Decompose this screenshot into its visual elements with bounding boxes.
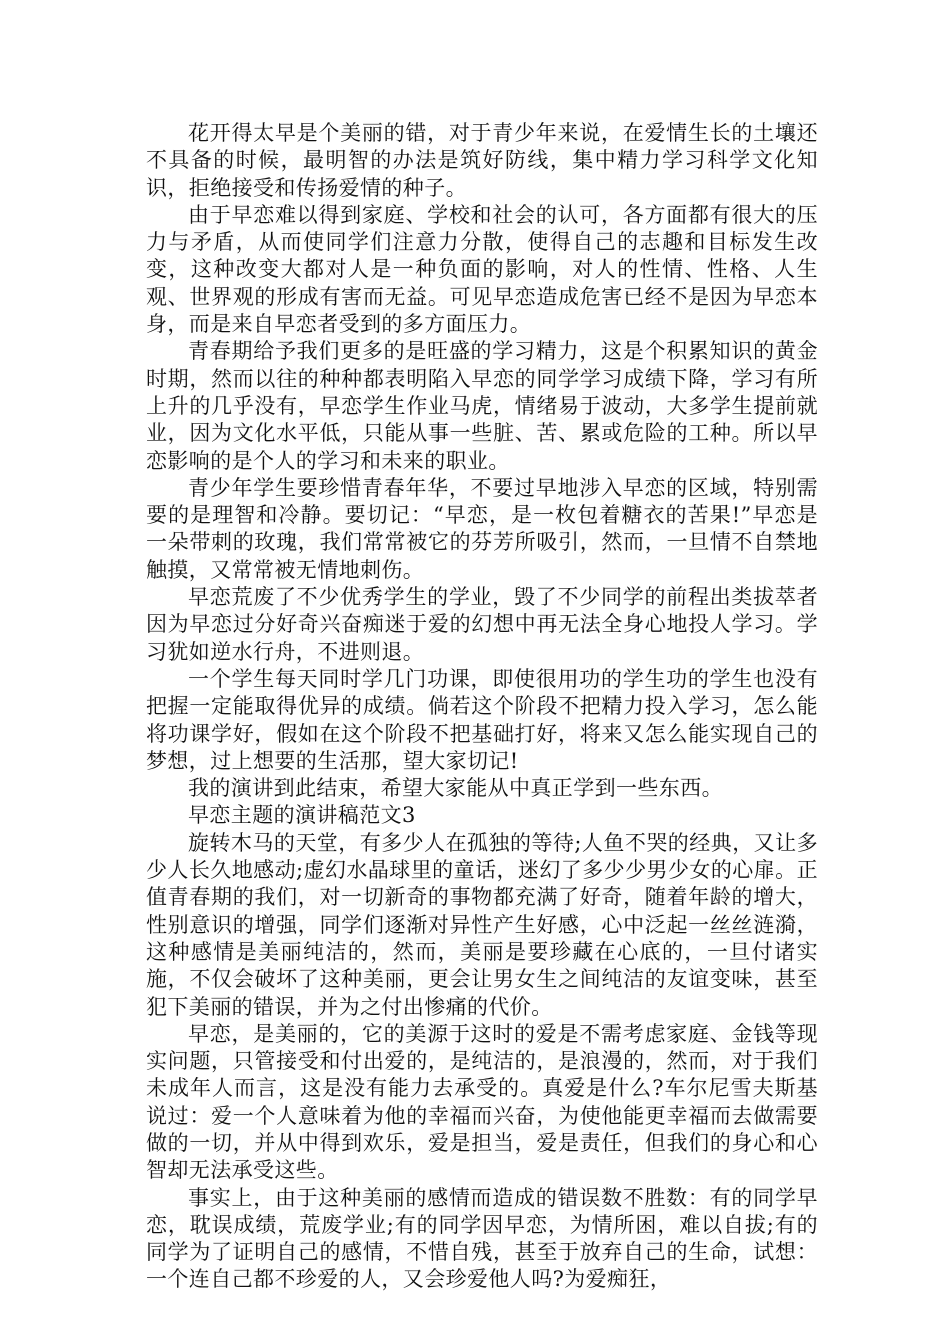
document-body <box>146 120 818 1294</box>
paragraph-10: 事实上，由于这种美丽的感情而造成的错误数不胜数：有的同学早恋，耽误成绩，荒废学业;有的同学因早恋，为情所困，难以自拔;有的同学为了证明自己的感情，不惜自残，甚至于放弃自己的生命，试想：一个连自己都不珍爱的人，又会珍爱他人吗?为爱痴狂， <box>146 1185 818 1292</box>
paragraph-3: 青春期给予我们更多的是旺盛的学习精力，这是个积累知识的黄金时期，然而以往的种种都表明陷入早恋的同学学习成绩下降，学习有所上升的几乎没有，早恋学生作业马虎，情绪易于波动，大多学生提前就业，因为文化水平低，只能从事一些脏、苦、累或危险的工种。所以早恋影响的是个人的学习和未来的职业。 <box>146 339 818 473</box>
paragraph-6: 一个学生每天同时学几门功课，即使很用功的学生功的学生也没有把握一定能取得优异的成绩。倘若这个阶段不把精力投入学习，怎么能将功课学好，假如在这个阶段不把基础打好，将来又怎么能实现自己的梦想，过上想要的生活那，望大家切记! <box>146 666 818 773</box>
paragraph-5: 早恋荒废了不少优秀学生的学业，毁了不少同学的前程出类拔萃者因为早恋过分好奇兴奋痴迷于爱的幻想中再无法全身心地投人学习。学习犹如逆水行舟，不进则退。 <box>146 585 818 664</box>
paragraph-2: 由于早恋难以得到家庭、学校和社会的认可，各方面都有很大的压力与矛盾，从而使同学们注意力分散，使得自己的志趣和目标发生改变，这种改变大都对人是一种负面的影响，对人的性情、性格、人生观、世界观的形成有害而无益。可见早恋造成危害已经不是因为早恋本身，而是来自早恋者受到的多方面压力。 <box>146 202 818 337</box>
paragraph-1: 花开得太早是个美丽的错，对于青少年来说，在爱情生长的土壤还不具备的时候，最明智的办法是筑好防线，集中精力学习科学文化知识，拒绝接受和传扬爱情的种子。 <box>146 121 818 200</box>
paragraph-8: 旋转木马的天堂，有多少人在孤独的等待;人鱼不哭的经典，又让多少人长久地感动;虚幻水晶球里的童话，迷幻了多少少男少女的心扉。正值青春期的我们，对一切新奇的事物都充满了好奇，随着年龄的增大，性别意识的增强，同学们逐渐对异性产生好感，心中泛起一丝丝涟漪，这种感情是美丽纯洁的，然而，美丽是要珍藏在心底的，一旦付诸实施，不仅会破坏了这种美丽，更会让男女生之间纯洁的友谊变味，甚至犯下美丽的错误，并为之付出惨痛的代价。 <box>146 830 818 1019</box>
paragraph-7: 我的演讲到此结束，希望大家能从中真正学到一些东西。 <box>188 776 723 801</box>
paragraph-9: 早恋，是美丽的，它的美源于这时的爱是不需考虑家庭、金钱等现实问题，只管接受和付出爱的，是纯洁的，是浪漫的，然而，对于我们未成年人而言，这是没有能力去承受的。真爱是什么?车尔尼雪夫斯基说过：爱一个人意味着为他的幸福而兴奋，为使他能更幸福而去做需要做的一切，并从中得到欢乐，爱是担当，爱是责任，但我们的身心和心智却无法承受这些。 <box>146 1021 818 1183</box>
paragraph-4: 青少年学生要珍惜青春年华，不要过早地涉入早恋的区域，特别需要的是理智和冷静。要切记：“早恋，是一枚包着糖衣的苦果!”早恋是一朵带刺的玫瑰，我们常常被它的芬芳所吸引，然而，一旦情不自禁地触摸，又常常被无情地刺伤。 <box>146 475 818 582</box>
section-heading: 早恋主题的演讲稿范文3 <box>188 803 416 828</box>
